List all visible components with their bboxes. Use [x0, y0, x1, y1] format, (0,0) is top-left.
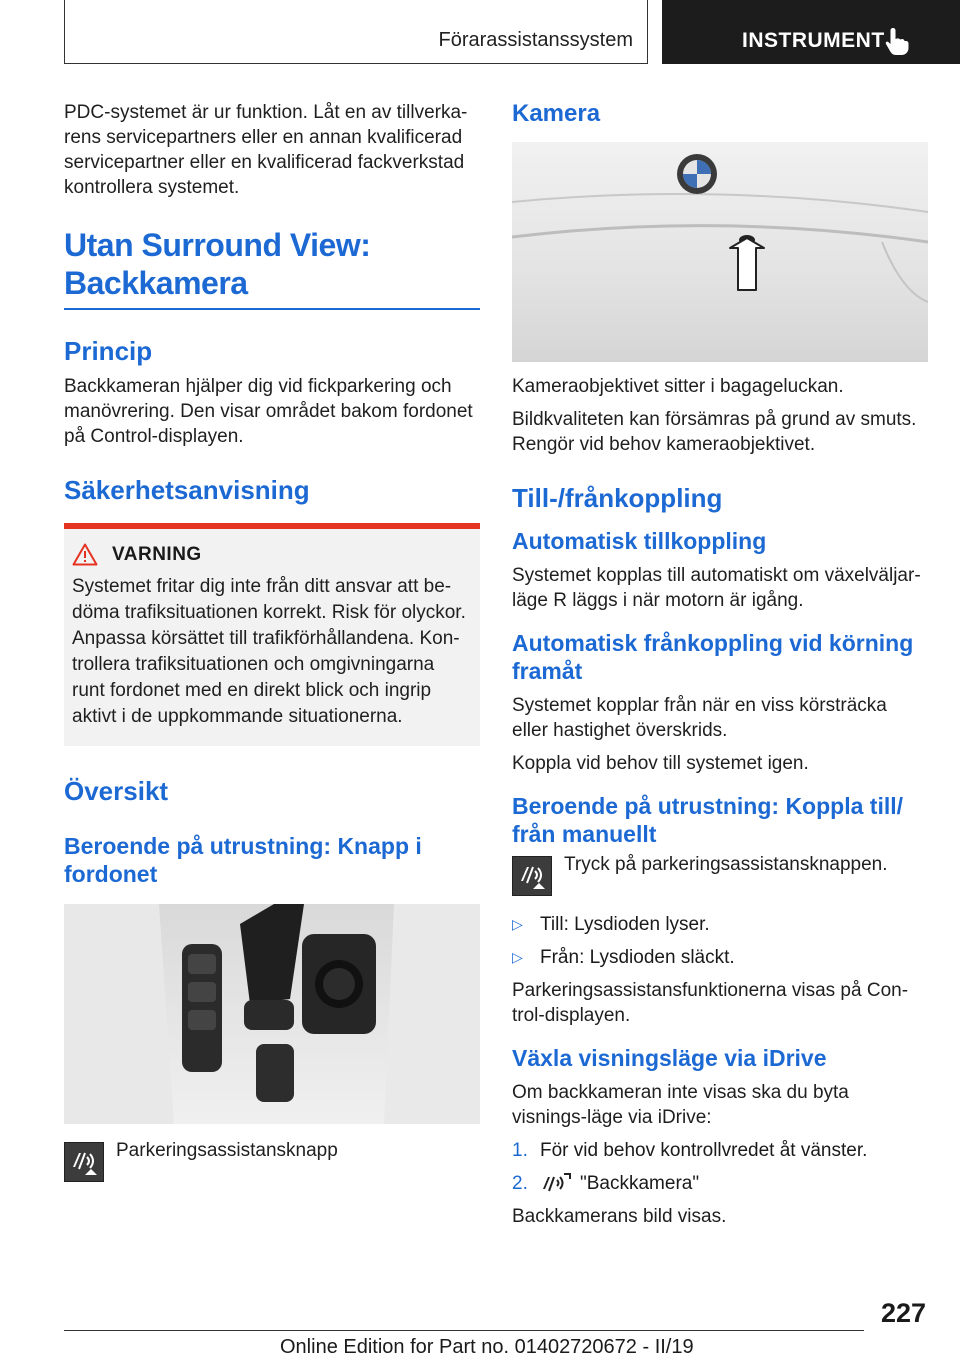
button-caption-row [64, 1142, 480, 1182]
safety-heading: Säkerhetsanvisning [64, 475, 310, 505]
intro-paragraph: PDC-systemet är ur funktion. Låt en av tillverka-rens servicepartners eller en annan kvalificerad servicepartner eller en kvalificerad fackverkstad kontrollera systemet. [64, 102, 468, 198]
princip-heading: Princip [64, 336, 153, 366]
list-item: 1. För vid behov kontrollvredet åt vänster. [512, 1140, 868, 1161]
camera-text: Bildkvaliteten kan försämras på grund av smuts. Rengör vid behov kameraobjektivet. [512, 409, 917, 455]
center-console-image [64, 904, 480, 1124]
pointing-hand-icon [884, 26, 910, 56]
warning-title [72, 543, 472, 566]
parking-assist-icon [512, 856, 552, 896]
button-caption: Parkeringsassistansknapp [116, 1140, 338, 1161]
warning-triangle-icon [72, 543, 98, 566]
camera-heading: Kamera [512, 100, 601, 127]
manual-row [512, 856, 928, 896]
list-item: ▷ Till: Lysdioden lyser. [512, 914, 710, 935]
manual-text: Tryck på parkeringsassistansknappen. [564, 854, 888, 875]
chapter-heading [64, 226, 480, 310]
header-chapter-title: INSTRUMENT [742, 29, 885, 52]
footer-edition: Online Edition for Part no. 01402720672 - II/19 [280, 1336, 694, 1358]
final-text: Backkamerans bild visas. [512, 1206, 727, 1227]
page-number: 227 [880, 1298, 926, 1328]
camera-caption: Kameraobjektivet sitter i bagageluckan. [512, 376, 844, 397]
display-text: Parkeringsassistansfunktionerna visas på Con-trol-displayen. [512, 980, 909, 1026]
header-section-box [64, 0, 648, 64]
princip-paragraph: Backkameran hjälper dig vid fickparkering och manövrering. Den visar området bakom fordonet på Control-displayen. [64, 376, 473, 447]
auto-off-text: Systemet kopplar från när en viss körsträcka eller hastighet överskrids. [512, 695, 887, 741]
parking-assist-icon [64, 1142, 104, 1182]
warning-text: Systemet fritar dig inte från ditt ansvar att be-döma trafiksituationen korrekt. Risk för olyckor. Anpassa körsättet till trafikförhållandena. Kon-trollera trafiksituationen och omgivningarna runt fordonet med en direkt blick och ingrip aktivt i de uppkommande situationerna. [72, 576, 466, 727]
warning-label: VARNING [112, 543, 202, 565]
equipment-heading: Beroende på utrustning: Knapp i fordonet [64, 833, 422, 887]
view-text: Om backkameran inte visas ska du byta visnings-läge via iDrive: [512, 1082, 849, 1128]
auto-off-text-2: Koppla vid behov till systemet igen. [512, 753, 809, 774]
auto-on-text: Systemet kopplas till automatiskt om växelväljar-läge R läggs i när motorn är igång. [512, 565, 921, 611]
chapter-heading-line2: Backkamera [64, 265, 248, 301]
manual-heading: Beroende på utrustning: Koppla till/ från manuellt [512, 793, 903, 847]
list-item: ▷ Från: Lysdioden släckt. [512, 947, 735, 968]
bullet-marker: ▷ [512, 916, 523, 932]
auto-on-heading: Automatisk tillkoppling [512, 528, 767, 554]
footer-divider [64, 1330, 864, 1331]
warning-box [64, 523, 480, 746]
auto-off-heading: Automatisk frånkoppling vid körning framåt [512, 630, 914, 684]
steps-list [512, 1138, 928, 1196]
tailgate-camera-image [512, 142, 928, 362]
led-state-list [512, 912, 928, 970]
header-chapter-box [662, 0, 960, 64]
switch-heading: Till-/frånkoppling [512, 483, 723, 513]
overview-heading: Översikt [64, 776, 169, 806]
header-section-title: Förarassistanssystem [438, 29, 633, 51]
chapter-heading-line1: Utan Surround View: [64, 227, 371, 263]
list-item: 2. "Backkamera" [512, 1173, 700, 1194]
view-heading: Växla visningsläge via iDrive [512, 1045, 827, 1071]
bullet-marker: ▷ [512, 949, 523, 965]
camera-view-icon [540, 1171, 572, 1193]
